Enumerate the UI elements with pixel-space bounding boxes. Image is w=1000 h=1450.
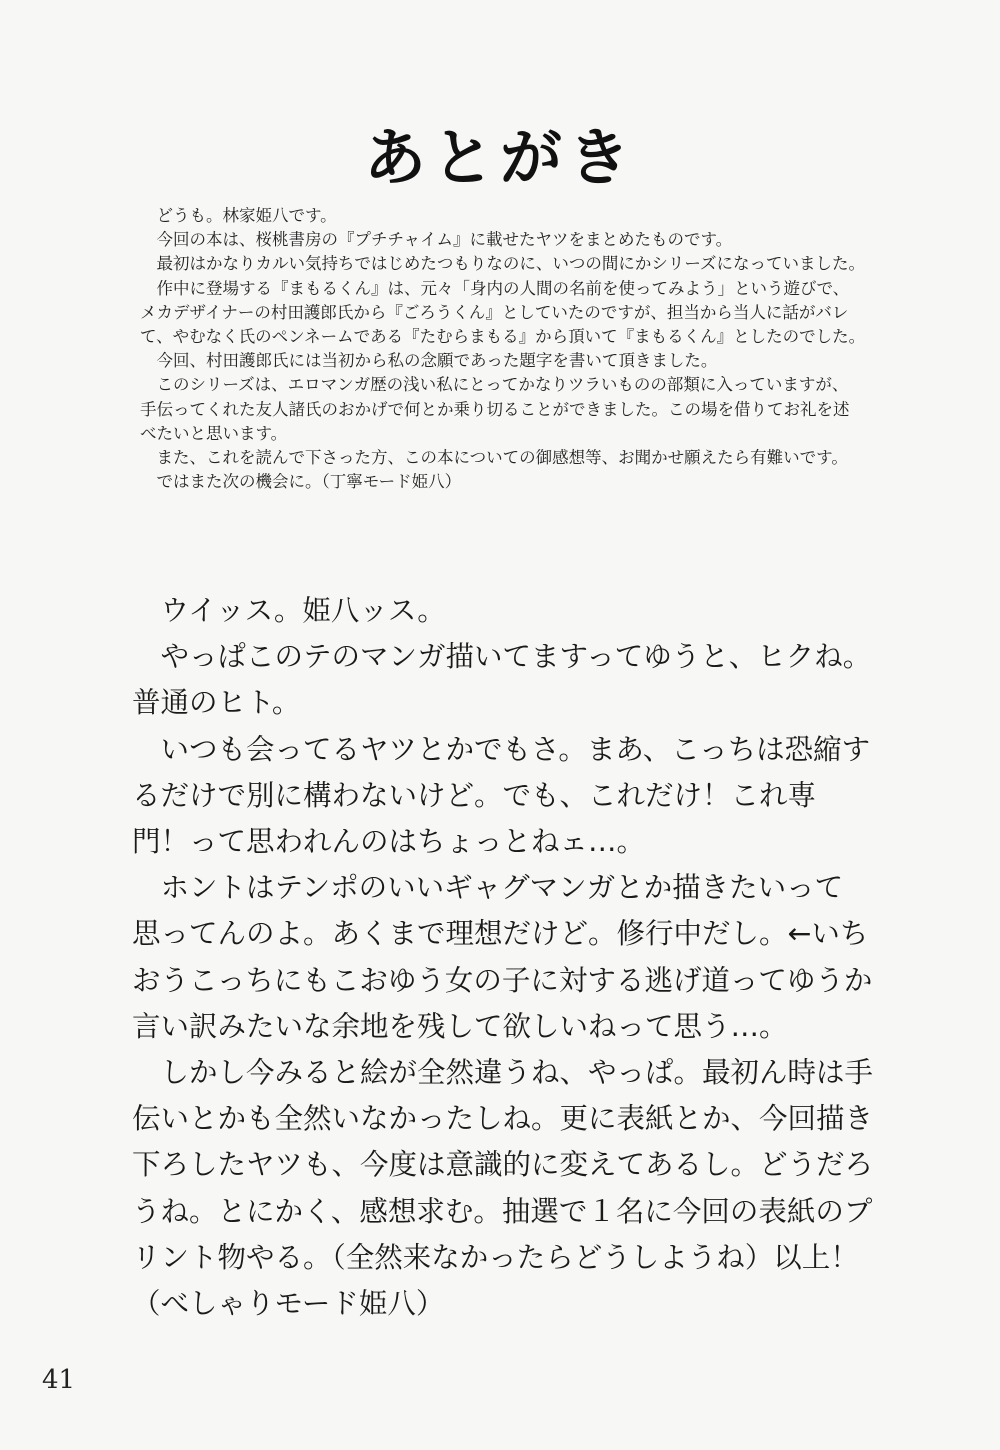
casual-afterword-block (132, 588, 962, 1327)
formal-line: メカデザイナーの村田護郎氏から『ごろうくん』としていたのですが、担当から当人に話がバレ (140, 302, 849, 322)
formal-line: 作中に登場する『まもるくん』は、元々「身内の人間の名前を使ってみよう」という遊びで、 (140, 278, 850, 298)
formal-line: ではまた次の機会に。（丁寧モード姫八） (140, 472, 462, 492)
formal-line: このシリーズは、エロマンガ歴の浅い私にとってかなりツラいものの部類に入っていますが、 (140, 375, 849, 395)
casual-line: おうこっちにもこおゆう女の子に対する逃げ道ってゆうか (132, 963, 873, 997)
formal-line: また、これを読んで下さった方、この本についての御感想等、お聞かせ願えたら有難いです。 (140, 448, 848, 468)
casual-line: 下ろしたヤツも、今度は意識的に変えてあるし。どうだろ (132, 1148, 874, 1182)
formal-line: どうも。林家姫八です。 (140, 206, 337, 225)
formal-afterword-block (140, 204, 960, 494)
formal-line: 最初はかなりカルい気持ちではじめたつもりなのに、いつの間にかシリーズになっていました。 (140, 254, 866, 274)
casual-line: 普通のヒト。 (132, 686, 301, 720)
page-title: あとがき (363, 121, 636, 194)
formal-line: て、やむなく氏のペンネームである『たむらまもる』から頂いて『まもるくん』としたのでした。 (140, 327, 866, 347)
casual-line: 伝いとかも全然いなかったしね。更に表紙とか、今回描き (132, 1102, 874, 1136)
casual-line: 言い訳みたいな余地を残して欲しいねって思う…。 (132, 1009, 788, 1043)
casual-line: ホントはテンポのいいギャグマンガとか描きたいって (132, 871, 844, 905)
casual-line: うね。とにかく、感想求む。抽選で１名に今回の表紙のプ (132, 1194, 873, 1228)
casual-line: （べしゃりモード姫八） (132, 1287, 445, 1321)
formal-line: 今回、村田護郎氏には当初から私の念願であった題字を書いて頂きました。 (140, 351, 718, 371)
formal-line: 今回の本は、桜桃書房の『プチチャイム』に載せたヤツをまとめたものです。 (140, 230, 733, 250)
page-number: 41 (42, 1365, 76, 1395)
casual-line: るだけで別に構わないけど。でも、これだけ！これ専 (132, 778, 817, 812)
casual-line: 思ってんのよ。あくまで理想だけど。修行中だし。←いち (132, 917, 869, 951)
casual-line: 門！って思われんのはちょっとねェ…。 (132, 825, 646, 859)
casual-line: ウイッス。姫八ッス。 (132, 594, 446, 627)
casual-line: しかし今みると絵が全然違うね、やっぱ。最初ん時は手 (132, 1056, 874, 1090)
formal-line: べたいと思います。 (140, 423, 288, 443)
formal-line: 手伝ってくれた友人諸氏のおかげで何とか乗り切ることができました。この場を借りてお礼を述 (140, 399, 850, 419)
casual-line: リント物やる。（全然来なかったらどうしようね）以上！ (132, 1240, 859, 1274)
casual-line: やっぱこのテのマンガ描いてますってゆうと、ヒクね。 (132, 640, 872, 674)
casual-line: いつも会ってるヤツとかでもさ。まあ、こっちは恐縮す (132, 732, 871, 766)
